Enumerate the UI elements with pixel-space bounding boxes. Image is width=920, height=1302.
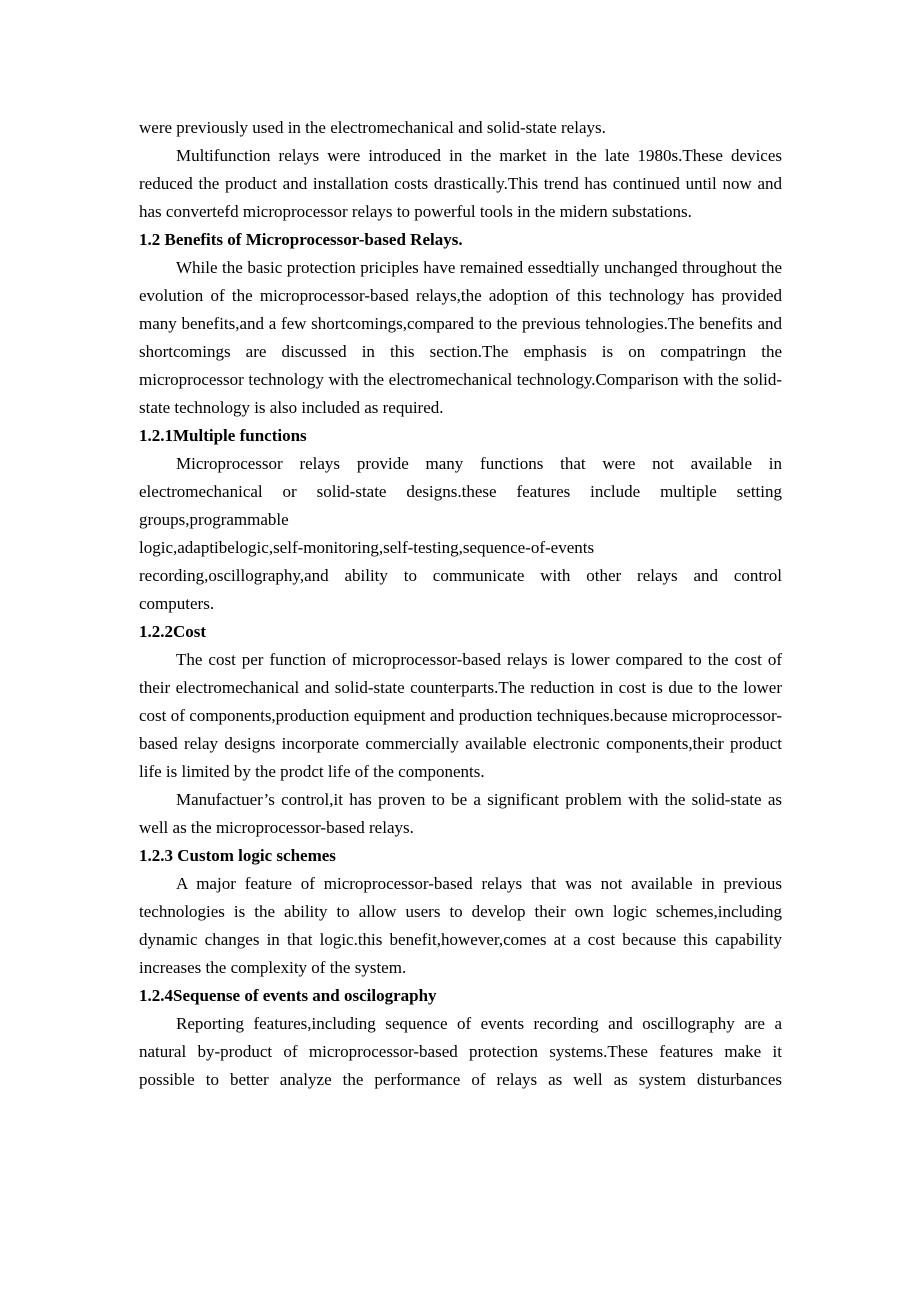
paragraph-multiple-functions	[139, 450, 782, 618]
paragraph-line: computers.	[139, 594, 215, 613]
paragraph-line: electromechanical or solid-state designs.these features include multiple setting	[139, 482, 782, 501]
paragraph-line: Microprocessor relays provide many functions that were not available in	[176, 454, 782, 473]
heading-sequence-of-events: 1.2.4Sequense of events and oscilography	[139, 986, 437, 1005]
heading-cost: 1.2.2Cost	[139, 622, 207, 641]
paragraph-custom-logic: A major feature of microprocessor-based relays that was not available in previous technologies is the ability to allow users to develop their own logic schemes,including dynamic changes in that logic.this benefit,however,comes at a cost because this capability increases the complexity of the system.	[139, 874, 782, 977]
paragraph-benefits: While the basic protection priciples have remained essedtially unchanged throughout the evolution of the microprocessor-based relays,the adoption of this technology has provided many benefits,and a few shortcomings,compared to the previous tehnologies.The benefits and shortcomings are discussed in this section.The emphasis is on compatringn the microprocessor technology with the electromechanical technology.Comparison with the solid-state technology is also included as required.	[139, 258, 782, 417]
heading-multiple-functions: 1.2.1Multiple functions	[139, 426, 307, 445]
paragraph-reporting-features: Reporting features,including sequence of events recording and oscillography are a natural by-product of microprocessor-based protection systems.These features make it possible to better analyze the performance of relays as well as system disturbances	[139, 1014, 782, 1089]
paragraph-multifunction-relays: Multifunction relays were introduced in the market in the late 1980s.These devices reduced the product and installation costs drastically.This trend has continued until now and has convertefd microprocessor relays to powerful tools in the midern substations.	[139, 146, 782, 221]
paragraph-line: groups,programmable	[139, 510, 289, 529]
document-page	[139, 114, 782, 1094]
heading-benefits: 1.2 Benefits of Microprocessor-based Relays.	[139, 230, 463, 249]
paragraph-line: recording,oscillography,and ability to communicate with other relays and control	[139, 566, 782, 585]
paragraph-manufacturer-control: Manufactuer’s control,it has proven to be a significant problem with the solid-state as well as the microprocessor-based relays.	[139, 790, 782, 837]
heading-custom-logic: 1.2.3 Custom logic schemes	[139, 846, 336, 865]
paragraph-line: logic,adaptibelogic,self-monitoring,self-testing,sequence-of-events	[139, 538, 595, 557]
paragraph-cost: The cost per function of microprocessor-based relays is lower compared to the cost of their electromechanical and solid-state counterparts.The reduction in cost is due to the lower cost of components,production equipment and production techniques.because microprocessor-based relay designs incorporate commercially available electronic components,their product life is limited by the prodct life of the components.	[139, 650, 782, 781]
paragraph-relays-continued: were previously used in the electromechanical and solid-state relays.	[139, 118, 606, 137]
